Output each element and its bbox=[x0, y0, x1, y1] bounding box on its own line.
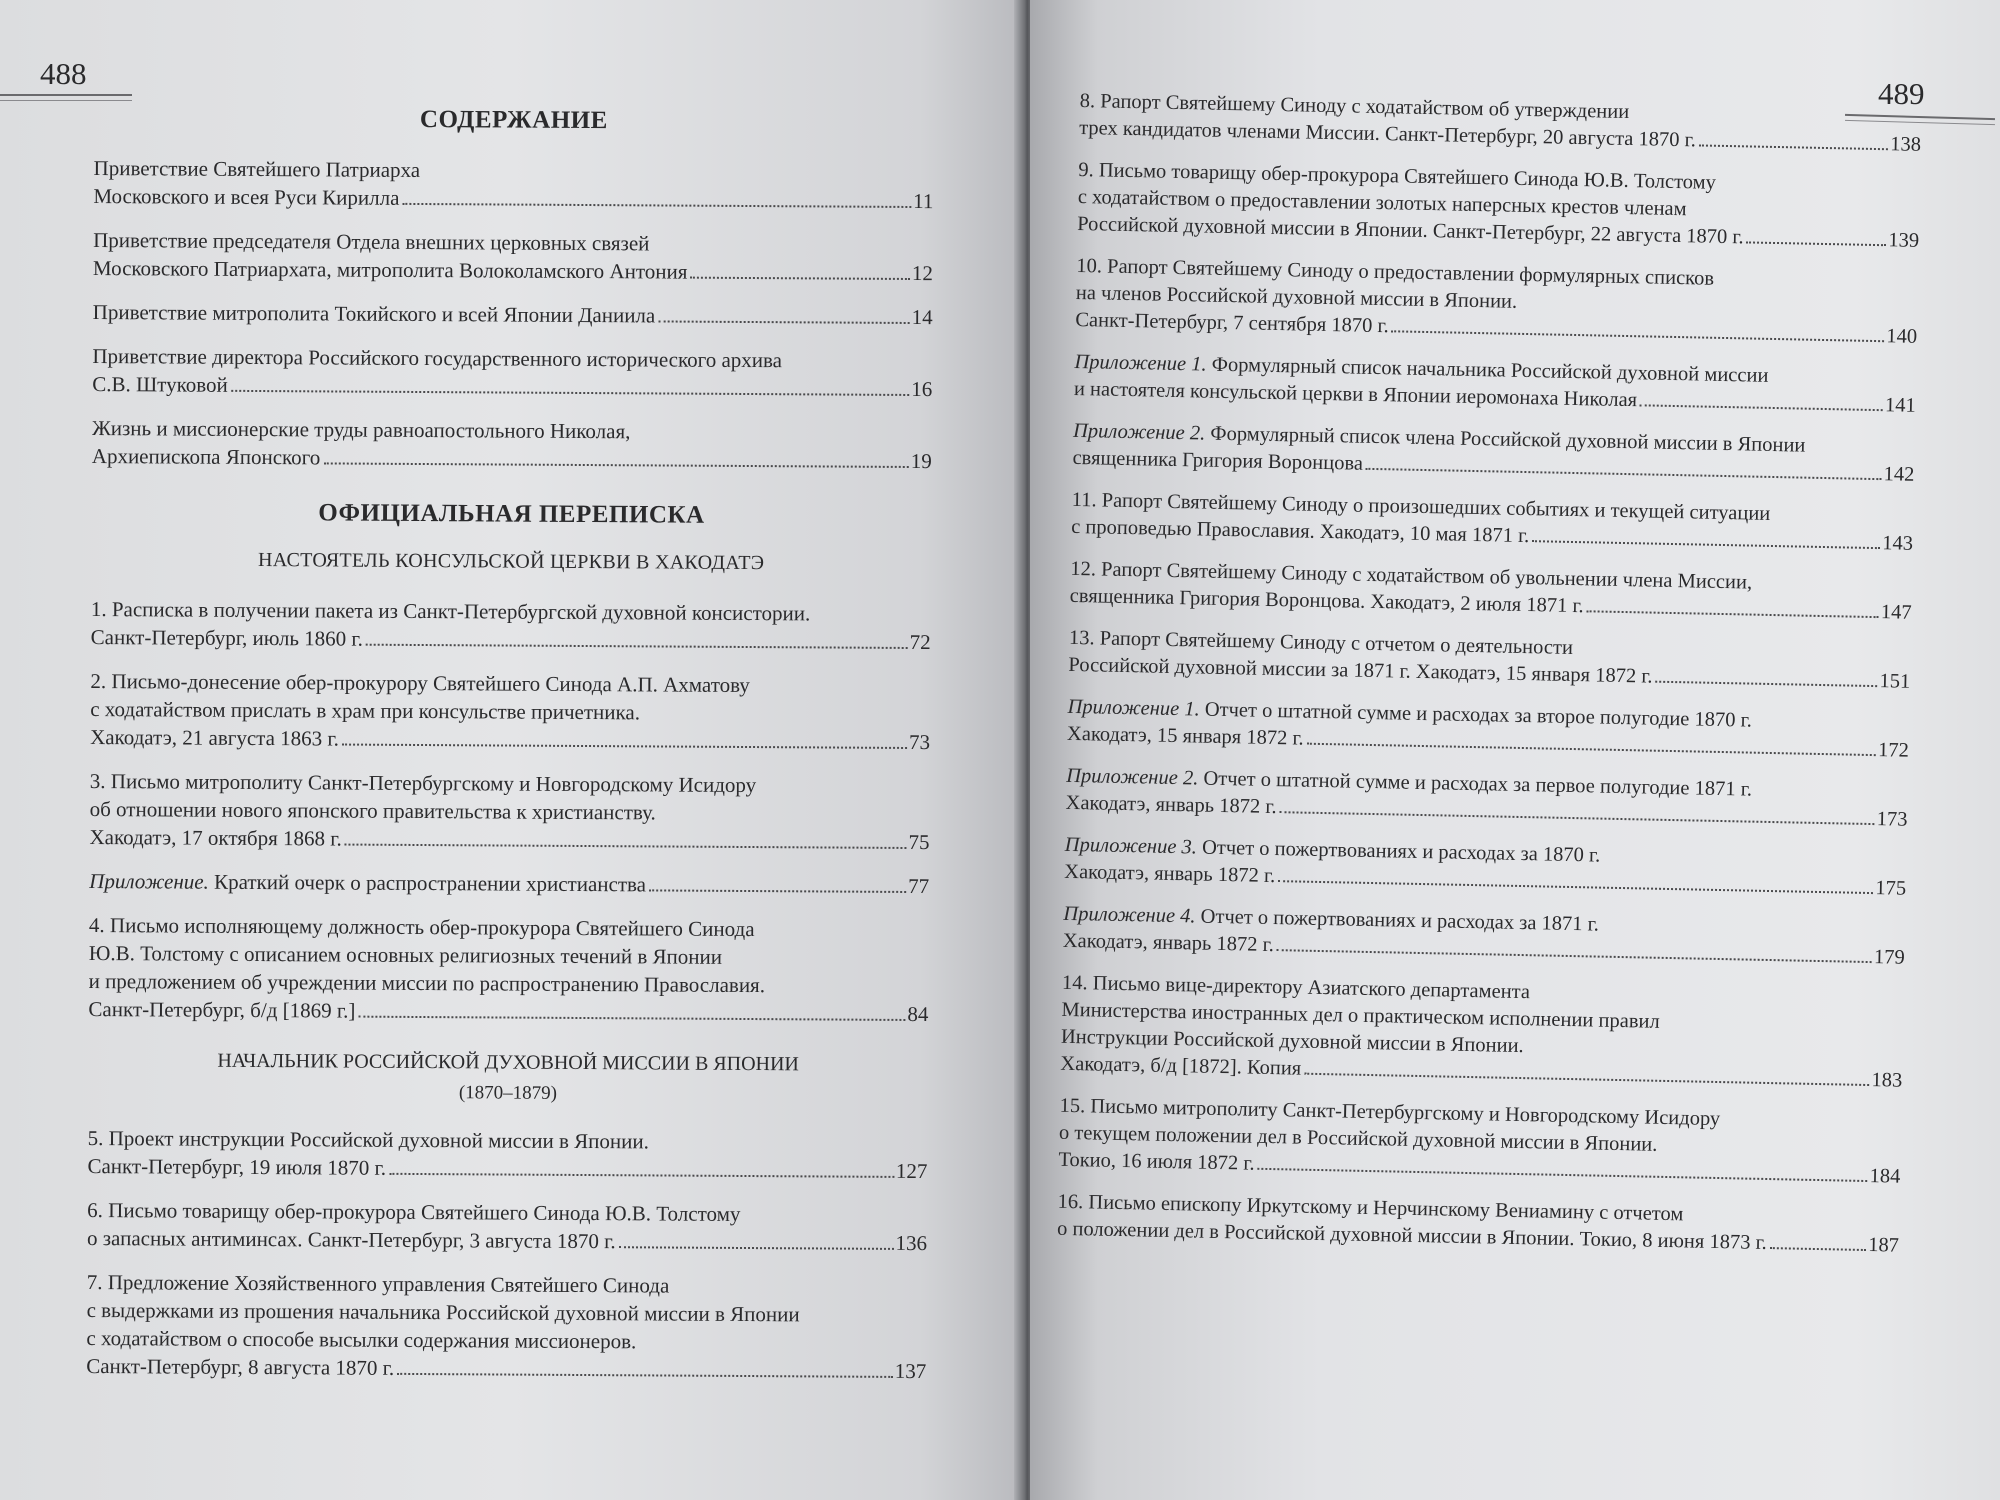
toc-entry-line bbox=[88, 995, 928, 1028]
entry-text: о запасных антиминсах. Санкт-Петербург, 3 августа 1870 г. bbox=[86, 1225, 616, 1254]
toc-entry-line bbox=[87, 1224, 927, 1257]
right-page bbox=[1030, 0, 2000, 1500]
entry-text: с выдержками из прошения начальника Российской духовной миссии в Японии bbox=[86, 1297, 800, 1327]
toc-entry[interactable] bbox=[88, 911, 929, 1028]
front-matter-list bbox=[92, 154, 934, 475]
entry-text: 10. Рапорт Святейшему Синоду о предоставлении формулярных списков bbox=[1076, 254, 1715, 290]
entry-text: Краткий очерк о распространении христианства bbox=[208, 869, 647, 897]
appendix-label: Приложение 2. bbox=[1072, 419, 1206, 445]
toc-entry-line bbox=[93, 254, 933, 287]
entry-text: Ю.В. Толстому с описанием основных религиозных течений в Японии bbox=[88, 940, 723, 969]
toc-entry[interactable] bbox=[1068, 625, 1911, 696]
entry-text: 12. Рапорт Святейшему Синоду с ходатайством об увольнении члена Миссии, bbox=[1070, 557, 1753, 594]
page-reference: 136 bbox=[895, 1230, 928, 1256]
entry-text: 8. Рапорт Святейшему Синоду с ходатайством об утверждении bbox=[1079, 89, 1630, 124]
entry-text: Хакодатэ, январь 1872 г. bbox=[1062, 929, 1275, 957]
entry-text: Отчет о штатной сумме и расходах за первое полугодие 1871 г. bbox=[1198, 767, 1753, 801]
dot-leader bbox=[345, 844, 907, 849]
entry-text: Российской духовной миссии за 1871 г. Хакодатэ, 15 января 1872 г. bbox=[1068, 653, 1653, 688]
entry-text: Жизнь и миссионерские труды равноапостольного Николая, bbox=[91, 415, 631, 444]
dot-leader bbox=[690, 277, 910, 280]
entry-text: Отчет о штатной сумме и расходах за второе полугодие 1870 г. bbox=[1199, 698, 1753, 732]
entry-text: Санкт-Петербург, 19 июля 1870 г. bbox=[87, 1153, 387, 1180]
page-reference: 12 bbox=[911, 261, 934, 286]
toc-entry[interactable] bbox=[89, 867, 929, 900]
dot-leader bbox=[358, 1016, 905, 1021]
page-reference: 84 bbox=[907, 1001, 929, 1027]
page-reference: 172 bbox=[1877, 739, 1910, 762]
entry-text: Санкт-Петербург, б/д [1869 г.] bbox=[88, 996, 356, 1023]
page-reference: 73 bbox=[909, 729, 931, 755]
dot-leader bbox=[1640, 404, 1883, 411]
toc-entry[interactable] bbox=[93, 226, 933, 287]
toc-entry-line bbox=[90, 723, 930, 756]
toc-entry-line bbox=[89, 867, 929, 900]
toc-entry[interactable] bbox=[92, 414, 932, 475]
entry-text: и настоятеля консульской церкви в Японии иеромонаха Николая bbox=[1073, 377, 1638, 412]
dot-leader bbox=[1587, 610, 1879, 618]
entry-text: Инструкции Российской духовной миссии в Японии. bbox=[1060, 1025, 1524, 1058]
entry-text: о положении дел в Российской духовной миссии в Японии. Токио, 8 июня 1873 г. bbox=[1056, 1217, 1768, 1255]
entries-list bbox=[86, 1124, 928, 1385]
entry-text: Архиепископа Японского bbox=[91, 443, 321, 470]
dot-leader bbox=[1307, 743, 1876, 756]
toc-entry[interactable] bbox=[93, 154, 933, 215]
page-reference: 143 bbox=[1882, 532, 1914, 555]
entry-text: 7. Предложение Хозяйственного управления Святейшего Синода bbox=[86, 1269, 670, 1298]
page-reference: 72 bbox=[909, 629, 931, 655]
entry-text: на членов Российской духовной миссии в Японии. bbox=[1075, 281, 1518, 313]
entry-text: Министерства иностранных дел о практическом исполнении правил bbox=[1061, 998, 1660, 1033]
entry-text: 11. Рапорт Святейшему Синоду о произошедших событиях и текущей ситуации bbox=[1071, 488, 1771, 525]
toc-entry[interactable] bbox=[1071, 487, 1914, 558]
entry-text: трех кандидатов членами Миссии. Санкт-Петербург, 20 августа 1870 г. bbox=[1078, 116, 1697, 152]
toc-entry[interactable] bbox=[1070, 556, 1913, 627]
dot-leader bbox=[1304, 1073, 1869, 1086]
page-reference: 151 bbox=[1879, 670, 1911, 693]
page-reference: 75 bbox=[908, 829, 930, 855]
entry-text: Хакодатэ, 21 августа 1863 г. bbox=[90, 724, 340, 751]
toc-entry[interactable] bbox=[1074, 349, 1917, 420]
page-reference: 77 bbox=[908, 873, 930, 899]
entry-text: 6. Письмо товарищу обер-прокурора Святейшего Синода Ю.В. Толстому bbox=[87, 1197, 741, 1226]
header-rule bbox=[0, 94, 132, 96]
entries-list bbox=[1057, 88, 1922, 1260]
toc-entry[interactable] bbox=[1077, 157, 1920, 255]
entry-text: 2. Письмо-донесение обер-прокурору Святейшего Синода А.П. Ахматову bbox=[90, 668, 750, 698]
entry-text: С.В. Штуковой bbox=[92, 371, 228, 397]
dot-leader bbox=[1258, 1168, 1868, 1182]
entry-text: Московского и всея Руси Кирилла bbox=[93, 183, 400, 210]
toc-entry[interactable] bbox=[1058, 1093, 1901, 1191]
entry-text: Приветствие директора Российского государственного исторического архива bbox=[92, 343, 783, 373]
toc-entry-line bbox=[92, 370, 932, 403]
page-reference: 140 bbox=[1886, 325, 1918, 348]
entries-list bbox=[88, 595, 931, 1028]
appendix-label: Приложение 3. bbox=[1064, 833, 1198, 859]
entry-text: Российской духовной миссии в Японии. Санкт-Петербург, 22 августа 1870 г. bbox=[1077, 212, 1744, 249]
appendix-label: Приложение. bbox=[89, 868, 209, 894]
toc-entry[interactable] bbox=[1072, 418, 1915, 489]
toc-entry-line bbox=[86, 1352, 926, 1385]
entry-text: Хакодатэ, январь 1872 г. bbox=[1064, 860, 1276, 888]
entry-text: об отношении нового японского правительства к христианству. bbox=[89, 796, 656, 825]
toc-entry[interactable] bbox=[1075, 253, 1918, 351]
toc-entry[interactable] bbox=[1064, 832, 1907, 903]
page-reference: 183 bbox=[1871, 1069, 1903, 1092]
dot-leader bbox=[1699, 144, 1888, 150]
dot-leader bbox=[1746, 241, 1886, 246]
page-reference: 138 bbox=[1890, 133, 1922, 156]
entry-text: с ходатайством прислать в храм при консульстве причетника. bbox=[90, 696, 641, 725]
toc-entry[interactable] bbox=[87, 1196, 927, 1257]
dot-leader bbox=[231, 390, 909, 396]
page-reference: 19 bbox=[910, 448, 932, 474]
entry-text: Формулярный список начальника Российской духовной миссии bbox=[1206, 353, 1769, 387]
dot-leader bbox=[402, 203, 911, 208]
toc-entry-line bbox=[91, 623, 931, 656]
dot-leader bbox=[1279, 811, 1874, 825]
page-reference: 127 bbox=[895, 1158, 928, 1184]
page-reference: 11 bbox=[913, 189, 934, 214]
toc-entry-line bbox=[93, 182, 933, 215]
appendix-label: Приложение 2. bbox=[1065, 764, 1199, 790]
toc-entry[interactable] bbox=[1067, 694, 1910, 765]
entry-text: о текущем положении дел в Российской духовной миссии в Японии. bbox=[1058, 1121, 1658, 1156]
dot-leader bbox=[323, 462, 909, 468]
entry-text: с ходатайством о способе высылки содержания миссионеров. bbox=[86, 1325, 637, 1354]
entry-text: 9. Письмо товарищу обер-прокурора Святейшего Синода Ю.В. Толстому bbox=[1078, 158, 1717, 194]
entry-text: Санкт-Петербург, 7 сентября 1870 г. bbox=[1075, 308, 1389, 338]
entry-text: 4. Письмо исполняющему должность обер-прокурора Святейшего Синода bbox=[88, 912, 755, 942]
page-reference: 173 bbox=[1876, 808, 1908, 831]
subsection-title: НАСТОЯТЕЛЬ КОНСУЛЬСКОЙ ЦЕРКВИ В ХАКОДАТЭ bbox=[258, 549, 765, 575]
dot-leader bbox=[1277, 949, 1872, 963]
toc-entry[interactable] bbox=[86, 1268, 927, 1385]
toc-entry[interactable] bbox=[1065, 763, 1908, 834]
dot-leader bbox=[1278, 880, 1873, 894]
entry-text: Отчет о пожертвованиях и расходах за 1870 г. bbox=[1196, 836, 1601, 867]
entry-text: 16. Письмо епископу Иркутскому и Нерчинскому Вениамину с отчетом bbox=[1057, 1190, 1684, 1226]
toc-entry[interactable] bbox=[92, 342, 932, 403]
toc-entry-line bbox=[93, 298, 933, 331]
toc-entry-line bbox=[89, 823, 929, 856]
toc-entry[interactable] bbox=[1063, 901, 1906, 972]
entry-text: Приветствие митрополита Токийского и всей Японии Даниила bbox=[92, 299, 656, 328]
dot-leader bbox=[658, 320, 909, 324]
entry-text: священника Григория Воронцова bbox=[1072, 446, 1364, 475]
entry-text: Отчет о пожертвованиях и расходах за 1871 г. bbox=[1195, 905, 1600, 936]
dot-leader bbox=[366, 644, 908, 649]
dot-leader bbox=[619, 1246, 894, 1250]
entry-text: Токио, 16 июля 1872 г. bbox=[1058, 1148, 1255, 1175]
dot-leader bbox=[342, 744, 907, 749]
page-number: 488 bbox=[40, 56, 87, 91]
entry-text: Хакодатэ, б/д [1872]. Копия bbox=[1060, 1052, 1302, 1080]
toc-entry[interactable] bbox=[93, 298, 933, 331]
entry-text: 3. Письмо митрополиту Санкт-Петербургскому и Новгородскому Исидору bbox=[89, 768, 757, 798]
entry-text: 13. Рапорт Святейшему Синоду с отчетом о деятельности bbox=[1068, 626, 1574, 660]
entry-text: священника Григория Воронцова. Хакодатэ, 2 июля 1871 г. bbox=[1069, 584, 1584, 618]
subsection-title: НАЧАЛЬНИК РОССИЙСКОЙ ДУХОВНОЙ МИССИИ В ЯПОНИИ bbox=[217, 1049, 799, 1076]
toc-entry[interactable] bbox=[1060, 970, 1904, 1095]
page-reference: 137 bbox=[894, 1358, 927, 1384]
dot-leader bbox=[1532, 540, 1880, 549]
entry-text: Московского Патриархата, митрополита Волоколамского Антония bbox=[92, 255, 688, 284]
section-title: ОФИЦИАЛЬНАЯ ПЕРЕПИСКА bbox=[318, 499, 705, 529]
contents-column-right bbox=[1057, 88, 1922, 1275]
entry-text: Приветствие Святейшего Патриарха bbox=[93, 155, 421, 182]
entry-text: 15. Письмо митрополиту Санкт-Петербургскому и Новгородскому Исидору bbox=[1059, 1094, 1721, 1131]
appendix-label: Приложение 1. bbox=[1074, 350, 1207, 376]
dot-leader bbox=[1655, 681, 1877, 687]
dot-leader bbox=[1770, 1247, 1866, 1251]
entry-text: Хакодатэ, январь 1872 г. bbox=[1065, 791, 1277, 819]
entry-text: 5. Проект инструкции Российской духовной миссии в Японии. bbox=[87, 1125, 649, 1154]
contents-column-left bbox=[86, 100, 934, 1401]
toc-entry[interactable] bbox=[1057, 1189, 1900, 1260]
page-reference: 141 bbox=[1884, 394, 1917, 417]
page-reference: 16 bbox=[911, 376, 933, 402]
appendix-label: Приложение 4. bbox=[1063, 902, 1196, 928]
subsection-years: (1870–1879) bbox=[458, 1082, 558, 1104]
entry-text: 14. Письмо вице-директору Азиатского департамента bbox=[1061, 971, 1531, 1004]
dot-leader bbox=[397, 1373, 893, 1378]
dot-leader bbox=[1392, 330, 1885, 342]
page-number: 489 bbox=[1878, 76, 1925, 111]
entry-text: 1. Расписка в получении пакета из Санкт-Петербургской духовной консистории. bbox=[90, 596, 811, 626]
page-reference: 184 bbox=[1869, 1165, 1901, 1188]
toc-entry[interactable] bbox=[89, 767, 929, 856]
entry-text: Хакодатэ, 17 октября 1868 г. bbox=[89, 824, 342, 851]
contents-title: СОДЕРЖАНИЕ bbox=[419, 105, 608, 135]
toc-entry-line bbox=[87, 1152, 927, 1185]
dot-leader bbox=[389, 1173, 894, 1178]
page-reference: 187 bbox=[1867, 1234, 1900, 1257]
entry-text: Формулярный список члена Российской духовной миссии в Японии bbox=[1205, 422, 1806, 457]
page-reference: 142 bbox=[1883, 463, 1915, 486]
page-reference: 175 bbox=[1875, 877, 1907, 900]
dot-leader bbox=[649, 889, 906, 893]
entry-text: и предложением об учреждении миссии по распространению Православия. bbox=[88, 968, 766, 998]
entry-text: Санкт-Петербург, июль 1860 г. bbox=[90, 624, 364, 651]
toc-entry[interactable] bbox=[91, 595, 931, 656]
page-reference: 14 bbox=[911, 304, 933, 330]
toc-entry[interactable] bbox=[90, 667, 930, 756]
page-reference: 147 bbox=[1880, 601, 1912, 624]
toc-entry[interactable] bbox=[87, 1124, 927, 1185]
entry-text: Санкт-Петербург, 8 августа 1870 г. bbox=[86, 1353, 395, 1380]
entry-text: Приветствие председателя Отдела внешних церковных связей bbox=[93, 227, 650, 256]
entry-text: с ходатайством о предоставлении золотых наперсных крестов членам bbox=[1077, 185, 1687, 221]
toc-entry-line bbox=[92, 442, 932, 475]
entry-text: Хакодатэ, 15 января 1872 г. bbox=[1066, 722, 1304, 750]
entry-text: с проповедью Православия. Хакодатэ, 10 мая 1871 г. bbox=[1070, 515, 1530, 548]
toc-entry[interactable] bbox=[1079, 88, 1922, 159]
appendix-label: Приложение 1. bbox=[1067, 695, 1200, 721]
dot-leader bbox=[1366, 468, 1882, 480]
page-reference: 179 bbox=[1873, 946, 1905, 969]
page-reference: 139 bbox=[1888, 229, 1920, 252]
